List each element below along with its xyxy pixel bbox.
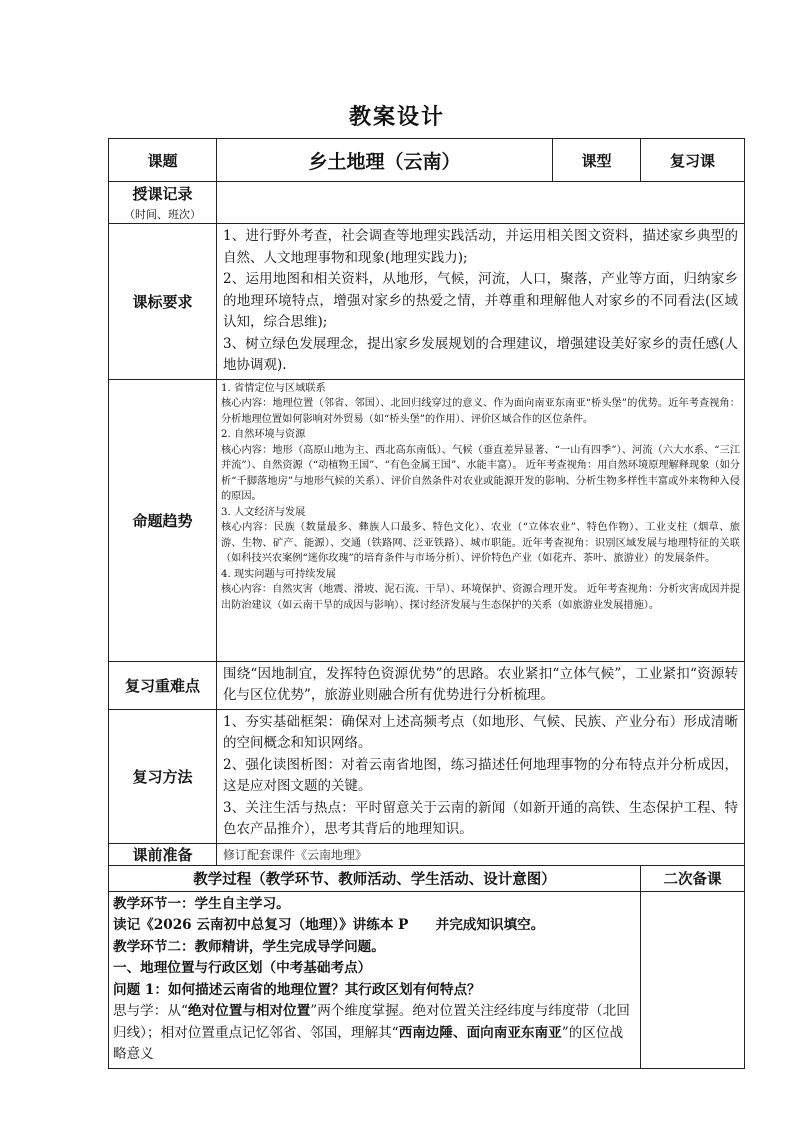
- think-part-c: ”两个维度掌握。绝对位置关注经纬度与纬度带（北回归线）；相对位置重点记忆邻省、邻国，理解其“: [113, 1003, 630, 1041]
- record-label: [109, 182, 217, 224]
- process-content: [109, 891, 641, 1068]
- think-part-e: ”的区位战略意义: [113, 1024, 624, 1062]
- standard-item: 3、树立绿色发展理念，提出家乡发展规划的合理建议，增强建设美好家乡的责任感(人地协调观).: [223, 335, 738, 373]
- topic-value: 乡土地理（云南）: [217, 139, 553, 182]
- difficulty-content: 围绕“因地制宜，发挥特色资源优势”的思路。农业紧扣“立体气候”，工业紧扣“资源转化与区位优势”，旅游业则融合所有优势进行分析梳理。: [217, 661, 745, 709]
- type-label: 课型: [553, 139, 641, 182]
- record-value: [217, 182, 745, 224]
- difficulty-label: 复习重难点: [109, 661, 217, 709]
- second-prep-header: 二次备课: [641, 865, 745, 891]
- trend-text: 核心内容：地形（高原山地为主、西北高东南低）、气候（垂直差异显著、“一山有四季”）、河流（六大水系、“三江并流”）、自然资源（“动植物王国”、“有色金属王国”、水能丰富）。 近年考查视角：用自然环境原理解释现象（如分析“千脚落地房”与地形气候的关系）、评价自然条件对农业或能源开发的影响、分析生物多样性丰富或外来物种入侵的原因。: [221, 444, 740, 502]
- standards-content: [217, 224, 745, 380]
- process-section-title: 一、地理位置与行政区划（中考基础考点）: [113, 960, 372, 976]
- trend-heading: 3. 人文经济与发展: [221, 506, 306, 518]
- method-item: 1、夯实基础框架：确保对上述高频考点（如地形、气候、民族、产业分布）形成清晰的空间概念和知识网络。: [223, 713, 738, 751]
- think-part-a: 思与学：从“: [113, 1003, 188, 1019]
- methods-label: 复习方法: [109, 709, 217, 843]
- second-prep-content: [641, 891, 745, 1068]
- lesson-plan-table: [108, 138, 745, 1069]
- process-think-learn: [113, 1001, 636, 1066]
- record-sublabel: （时间、班次）: [124, 208, 201, 221]
- think-part-d: 西南边陲、面向南亚东南亚: [398, 1024, 562, 1041]
- topic-label: 课题: [109, 139, 217, 182]
- prep-content: 修订配套课件《云南地理》: [217, 843, 745, 865]
- type-value: 复习课: [641, 139, 745, 182]
- process-reading-task: 读记《2026 云南初中总复习（地理）》讲练本 P 并完成知识填空。: [113, 917, 545, 933]
- think-part-b: 绝对位置与相对位置: [187, 1003, 311, 1019]
- prep-label: 课前准备: [109, 843, 217, 865]
- trend-text: 核心内容：民族（数量最多、彝族人口最多、特色文化）、农业（“立体农业”、特色作物）、工业支柱（烟草、旅游、生物、矿产、能源）、交通（铁路网、泛亚铁路）、城市职能。近年考查视角：识别区域发展与地理特征的关联（如科技兴农案例“迷你玫瑰”的培育条件与市场分析）、评价特色产业（如花卉、茶叶、旅游业）的发展条件。: [221, 522, 740, 564]
- methods-content: [217, 709, 745, 843]
- record-label-text: 授课记录: [132, 185, 193, 203]
- trends-label: 命题趋势: [109, 379, 217, 661]
- trends-content: [217, 379, 745, 661]
- standard-item: 1、进行野外考查，社会调查等地理实践活动，并运用相关图文资料，描述家乡典型的自然、人文地理事物和现象(地理实践力);: [223, 228, 738, 266]
- trend-text: 核心内容：自然灾害（地震、滑坡、泥石流、干旱）、环境保护、资源合理开发。 近年考查视角：分析灾害成因并提出防治建议（如云南干旱的成因与影响）、探讨经济发展与生态保护的关系（如旅游业发展措施）。: [221, 584, 740, 611]
- trend-heading: 2. 自然环境与资源: [221, 429, 306, 440]
- method-item: 2、强化读图析图：对着云南省地图，练习描述任何地理事物的分布特点并分析成因，这是应对图文题的关键。: [223, 756, 738, 794]
- standards-label: 课标要求: [109, 224, 217, 380]
- trend-text: 核心内容：地理位置（邻省、邻国）、北回归线穿过的意义、作为面向南亚东南亚“桥头堡”的优势。近年考查视角：分析地理位置如何影响对外贸易（如“桥头堡”的作用）、评价区域合作的区位条件。: [221, 398, 740, 425]
- process-header: 教学过程（教学环节、教师活动、学生活动、设计意图）: [109, 865, 641, 891]
- standard-item: 2、运用地图和相关资料，从地形，气候，河流，人口，聚落，产业等方面，归纳家乡的地理环境特点，增强对家乡的热爱之情，并尊重和理解他人对家乡的不同看法(区域认知，综合思维);: [223, 271, 738, 330]
- method-item: 3、关注生活与热点：平时留意关于云南的新闻（如新开通的高铁、生态保护工程、特色农产品推介），思考其背后的地理知识。: [223, 799, 738, 837]
- page-title: 教案设计: [348, 104, 445, 130]
- trend-heading: 1. 省情定位与区域联系: [221, 382, 326, 394]
- process-step-2: 教学环节二：教师精讲，学生完成导学问题。: [113, 938, 385, 955]
- trend-heading: 4. 现实问题与可持续发展: [221, 568, 336, 580]
- process-question-1: 问题 1：如何描述云南省的地理位置？其行政区划有何特点？: [113, 981, 481, 998]
- process-step-1: 教学环节一：学生自主学习。: [113, 895, 290, 912]
